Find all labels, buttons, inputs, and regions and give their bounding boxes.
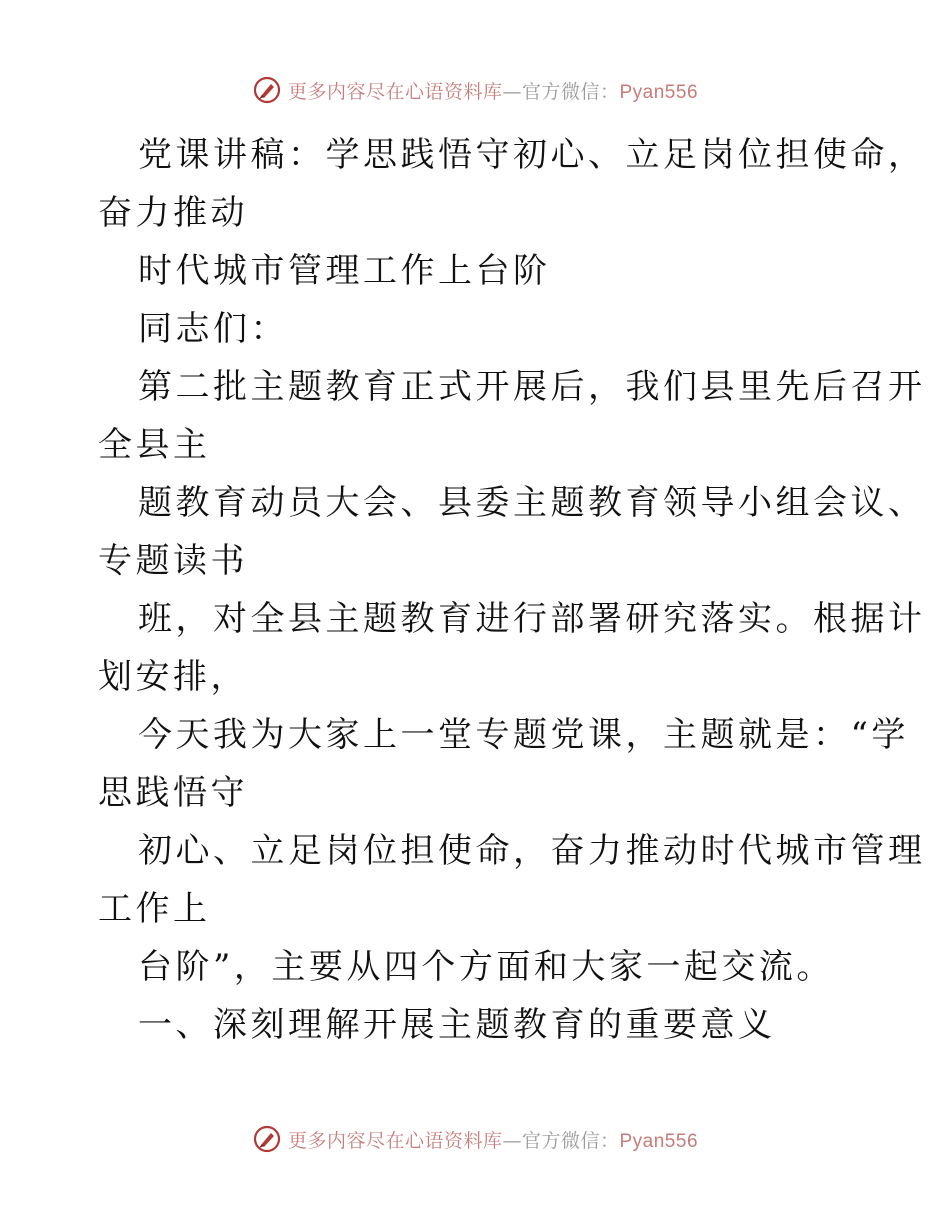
text-line: 工作上 (98, 889, 211, 929)
watermark-separator: — (502, 80, 522, 103)
footer-watermark (0, 1122, 950, 1156)
watermark-sub: 官方微信： (521, 1129, 620, 1152)
text-line: 奋力推动 (98, 193, 248, 233)
text-line: 今天我为大家上一堂专题党课，主题就是：“学 (138, 715, 909, 755)
text-line: 同志们： (138, 309, 288, 349)
document-body (98, 126, 926, 1054)
watermark-sub: 官方微信： (521, 80, 620, 103)
watermark-main: 更多内容尽在心语资料库 (287, 80, 503, 103)
pen-nib-logo-icon (252, 75, 282, 105)
text-line: 初心、立足岗位担使命，奋力推动时代城市管理 (138, 831, 926, 871)
watermark-text (288, 77, 698, 104)
text-line: 党课讲稿：学思践悟守初心、立足岗位担使命， (138, 135, 926, 175)
text-line: 专题读书 (98, 541, 248, 581)
text-line: 班，对全县主题教育进行部署研究落实。根据计 (138, 599, 926, 639)
text-line: 题教育动员大会、县委主题教育领导小组会议、 (138, 483, 926, 523)
watermark-text (288, 1126, 698, 1153)
pen-nib-logo-icon (252, 1124, 282, 1154)
text-line: 台阶”，主要从四个方面和大家一起交流。 (138, 947, 834, 987)
text-line: 时代城市管理工作上台阶 (138, 251, 551, 291)
watermark-id: Pyan556 (619, 81, 699, 103)
text-line: 全县主 (98, 425, 211, 465)
watermark-main: 更多内容尽在心语资料库 (287, 1129, 503, 1152)
watermark-id: Pyan556 (619, 1130, 699, 1152)
text-line: 划安排， (98, 657, 248, 697)
watermark-separator: — (502, 1129, 522, 1152)
header-watermark (0, 73, 950, 107)
text-line: 思践悟守 (98, 773, 248, 813)
text-line: 第二批主题教育正式开展后，我们县里先后召开 (138, 367, 926, 407)
text-line: 一、深刻理解开展主题教育的重要意义 (138, 1005, 776, 1045)
